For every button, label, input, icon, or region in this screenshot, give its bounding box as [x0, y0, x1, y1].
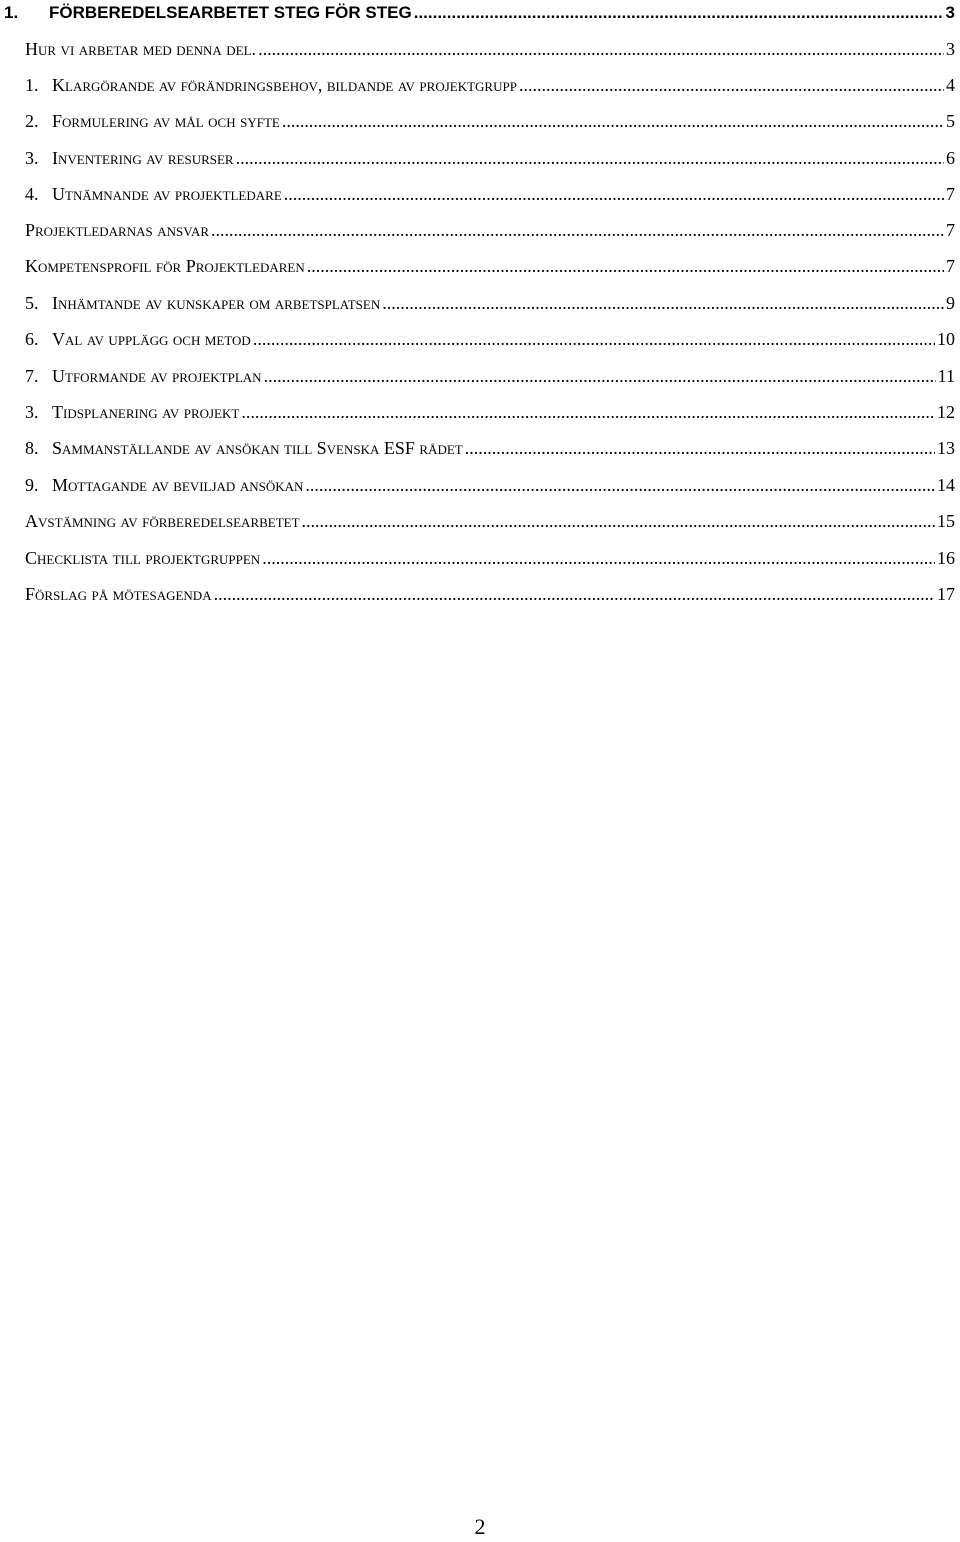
toc-entry-checklista[interactable] — [0, 542, 960, 574]
toc-entry-title: Utformande av projektplan — [52, 366, 262, 386]
dot-leader — [262, 542, 935, 574]
toc-entry-title: Klargörande av förändringsbehov, bildande av projektgrupp — [52, 75, 517, 95]
toc-entry-page: 5 — [946, 111, 955, 131]
toc-entry-avstamning[interactable] — [0, 505, 960, 537]
toc-entry-title: Kompetensprofil för Projektledaren — [25, 256, 305, 276]
toc-entry-page: 12 — [937, 402, 955, 422]
dot-leader — [282, 105, 944, 137]
toc-entry-page: 3 — [946, 39, 955, 59]
toc-entry-formulering[interactable] — [0, 105, 960, 137]
toc-entry-title: Projektledarnas ansvar — [25, 220, 210, 240]
toc-entry-page: 7 — [946, 220, 955, 240]
toc-entry-page: 13 — [937, 438, 955, 458]
toc-entry-number: 6. — [25, 329, 39, 349]
toc-entry-number: 1. — [4, 3, 19, 22]
dot-leader — [236, 142, 944, 174]
toc-entry-title: Formulering av mål och syfte — [52, 111, 280, 131]
toc-entry-sammanstallande[interactable] — [0, 432, 960, 464]
page-number: 2 — [474, 1514, 486, 1539]
toc-entry-title: Tidsplanering av projekt — [52, 402, 240, 422]
toc-entry-page: 7 — [946, 256, 955, 276]
dot-leader — [253, 323, 935, 355]
toc-entry-page: 14 — [937, 475, 955, 495]
toc-entry-page: 6 — [946, 148, 955, 168]
dot-leader — [211, 214, 944, 246]
dot-leader — [307, 250, 944, 282]
dot-leader — [382, 287, 944, 319]
toc-entry-number: 3. — [25, 148, 39, 168]
toc-entry-title: Checklista till projektgruppen — [25, 548, 261, 568]
toc-entry-page: 16 — [937, 548, 955, 568]
toc-entry-title: Sammanställande av ansökan till Svenska ESF rådet — [52, 438, 463, 458]
toc-entry-number: 9. — [25, 475, 39, 495]
toc-entry-number: 5. — [25, 293, 39, 313]
toc-entry-page: 3 — [945, 3, 955, 22]
toc-entry-hur-vi-arbetar[interactable] — [0, 33, 960, 65]
toc-entry-page: 11 — [937, 366, 955, 386]
dot-leader — [241, 396, 935, 428]
toc-entry-page: 17 — [937, 584, 955, 604]
toc-entry-title: Förslag på mötesagenda — [25, 584, 212, 604]
toc-entry-page: 15 — [937, 511, 955, 531]
dot-leader — [284, 178, 944, 210]
toc-entry-page: 4 — [946, 75, 955, 95]
dot-leader — [302, 505, 935, 537]
toc-entry-title: Mottagande av beviljad ansökan — [52, 475, 304, 495]
dot-leader — [465, 432, 935, 464]
dot-leader — [519, 69, 944, 101]
toc-entry-title: Hur vi arbetar med denna del. — [25, 39, 257, 59]
toc-entry-title: Val av upplägg och metod — [52, 329, 251, 349]
toc-entry-mottagande[interactable] — [0, 469, 960, 501]
toc-entry-title: FÖRBEREDELSEARBETET STEG FÖR STEG — [49, 3, 412, 22]
dot-leader — [414, 0, 944, 29]
toc-entry-number: 2. — [25, 111, 39, 131]
toc-entry-title: Inhämtande av kunskaper om arbetsplatsen — [52, 293, 381, 313]
dot-leader — [305, 469, 935, 501]
toc-entry-title: Inventering av resurser — [52, 148, 234, 168]
toc-entry-inventering[interactable] — [0, 142, 960, 174]
toc-entry-inhamtande[interactable] — [0, 287, 960, 319]
toc-entry-tidsplanering[interactable] — [0, 396, 960, 428]
toc-entry-val-av-upplagg[interactable] — [0, 323, 960, 355]
dot-leader — [258, 33, 944, 65]
toc-entry-number: 7. — [25, 366, 39, 386]
toc-entry-kompetensprofil[interactable] — [0, 250, 960, 282]
toc-entry-number: 3. — [25, 402, 39, 422]
toc-entry-number: 4. — [25, 184, 39, 204]
toc-entry-page: 9 — [946, 293, 955, 313]
toc-entry-klargorande[interactable] — [0, 69, 960, 101]
toc-entry-page: 7 — [946, 184, 955, 204]
toc-entry-forberedelsearbetet[interactable] — [0, 0, 960, 29]
toc-entry-projektledarnas-ansvar[interactable] — [0, 214, 960, 246]
toc-entry-forslag-motesagenda[interactable] — [0, 578, 960, 610]
toc-entry-number: 8. — [25, 438, 39, 458]
toc-entry-utformande[interactable] — [0, 360, 960, 392]
toc-entry-page: 10 — [937, 329, 955, 349]
dot-leader — [214, 578, 935, 610]
dot-leader — [264, 360, 936, 392]
toc-entry-number: 1. — [25, 75, 39, 95]
toc-entry-title: Utnämnande av projektledare — [52, 184, 282, 204]
toc-entry-title: Avstämning av förberedelsearbetet — [25, 511, 300, 531]
toc-entry-utnamnande[interactable] — [0, 178, 960, 210]
